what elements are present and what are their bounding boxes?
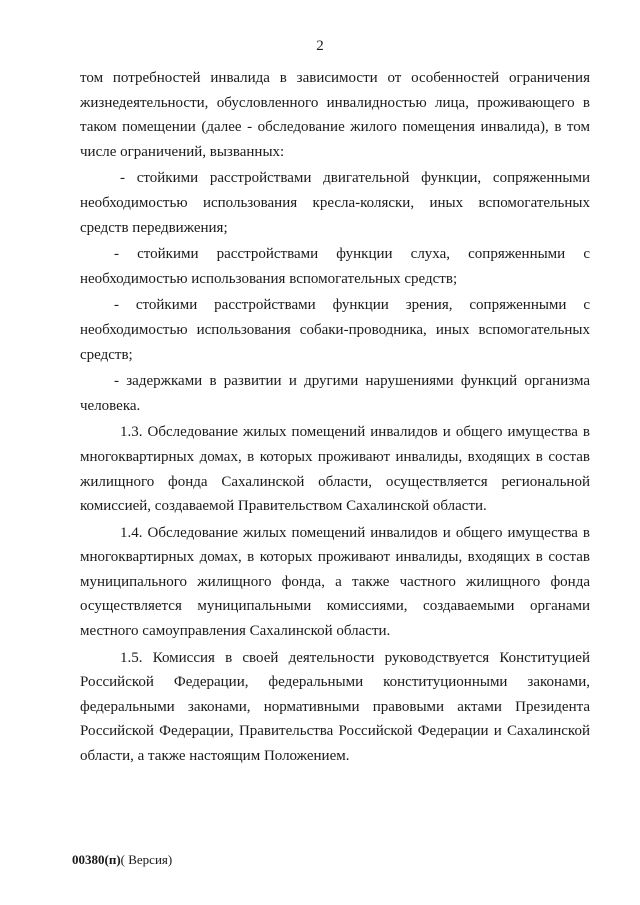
section-1-3: 1.3. Обследование жилых помещений инвалидов и общего имущества в многоквартирных домах, в которых проживают инвалиды, входящих в состав жилищного фонда Сахалинской области, осуществляется региональной комиссией, создаваемой Правительством Сахалинской области. xyxy=(80,424,590,515)
page-number: 2 xyxy=(316,38,324,54)
document-body xyxy=(80,66,590,769)
section-1-5: 1.5. Комиссия в своей деятельности руководствуется Конституцией Российской Федерации, федеральными конституционными законами, федеральными законами, нормативными правовыми актами Президента Российской Федерации, Правительства Российской Федерации и Сахалинской области, а также настоящим Положением. xyxy=(80,649,590,765)
list-item-hearing: - стойкими расстройствами функции слуха, сопряженными с необходимостью использования вспомогательных средств; xyxy=(80,246,590,287)
list-item-motor: - стойкими расстройствами двигательной функции, сопряженными необходимостью использования кресла-коляски, иных вспомогательных средств передвижения; xyxy=(80,170,590,236)
paragraph-intro: том потребностей инвалида в зависимости от особенностей ограничения жизнедеятельности, обусловленного инвалидностью лица, проживающего в таком помещении (далее - обследование жилого помещения инвалида), в том числе ограничений, вызванных: xyxy=(80,70,590,160)
document-code: 00380(п) xyxy=(72,852,121,867)
section-1-4: 1.4. Обследование жилых помещений инвалидов и общего имущества в многоквартирных домах, в которых проживают инвалиды, входящих в состав муниципального жилищного фонда, а также частного жилищного фонда осуществляется муниципальными комиссиями, создаваемыми органами местного самоуправления Сахалинской области. xyxy=(80,524,590,640)
list-item-development: - задержками в развитии и другими нарушениями функций организма человека. xyxy=(80,373,590,414)
document-version: ( Версия) xyxy=(120,852,173,867)
document-footer xyxy=(72,852,172,868)
list-item-vision: - стойкими расстройствами функции зрения, сопряженными с необходимостью использования собаки-проводника, иных вспомогательных средств; xyxy=(80,297,590,363)
